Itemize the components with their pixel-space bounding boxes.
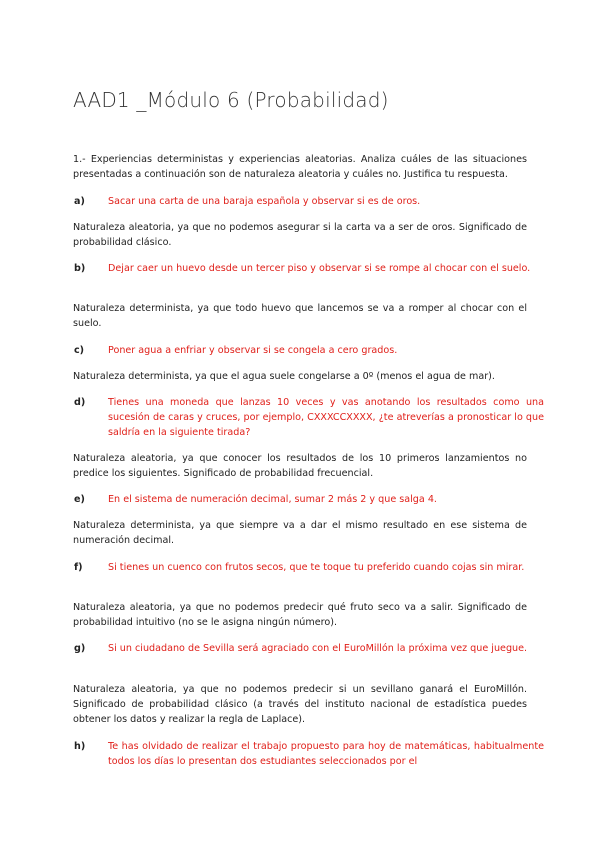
- question-c: [74, 343, 544, 358]
- question-label: a): [74, 196, 85, 207]
- page-title: AAD1 _Módulo 6 (Probabilidad): [73, 88, 389, 112]
- question-g: [74, 641, 544, 656]
- question-text: Poner agua a enfriar y observar si se congela a cero grados.: [108, 345, 398, 356]
- answer-f: Naturaleza aleatoria, ya que no podemos predecir qué fruto seco va a salir. Significado de probabilidad intuitivo (no se le asigna ningún número).: [73, 602, 527, 628]
- question-h: [74, 739, 544, 769]
- intro-paragraph: 1.- Experiencias deterministas y experiencias aleatorias. Analiza cuáles de las situaciones presentadas a continuación son de naturaleza aleatoria y cuáles no. Justifica tu respuesta.: [73, 154, 527, 180]
- question-text: Tienes una moneda que lanzas 10 veces y vas anotando los resultados como una sucesión de caras y cruces, por ejemplo, CXXXCCXXXX, ¿te atreverías a pronosticar lo que saldría en la siguiente tirada?: [108, 397, 544, 438]
- question-label: h): [74, 741, 86, 752]
- question-text: En el sistema de numeración decimal, sumar 2 más 2 y que salga 4.: [108, 494, 437, 505]
- question-text: Dejar caer un huevo desde un tercer piso y observar si se rompe al chocar con el suelo.: [108, 263, 531, 274]
- answer-c: Naturaleza determinista, ya que el agua suele congelarse a 0º (menos el agua de mar).: [73, 371, 495, 382]
- question-f: [74, 560, 544, 575]
- answer-g: Naturaleza aleatoria, ya que no podemos predecir si un sevillano ganará el EuroMillón. Significado de probabilidad clásico (a través del instituto nacional de estadística puedes obtener los datos y realizar la regla de Laplace).: [73, 684, 527, 725]
- question-text: Si tienes un cuenco con frutos secos, que te toque tu preferido cuando cojas sin mirar.: [108, 562, 525, 573]
- question-text: Si un ciudadano de Sevilla será agraciado con el EuroMillón la próxima vez que juegue.: [108, 643, 528, 654]
- question-e: [74, 492, 544, 507]
- answer-a: Naturaleza aleatoria, ya que no podemos asegurar si la carta va a ser de oros. Significado de probabilidad clásico.: [73, 222, 527, 248]
- question-text: Te has olvidado de realizar el trabajo propuesto para hoy de matemáticas, habitualmente todos los días lo presentan dos estudiantes seleccionados por el: [108, 741, 544, 767]
- question-label: g): [74, 643, 86, 654]
- question-a: [74, 194, 544, 209]
- question-b: [74, 261, 544, 276]
- question-label: e): [74, 494, 85, 505]
- answer-b: Naturaleza determinista, ya que todo huevo que lancemos se va a romper al chocar con el suelo.: [73, 303, 527, 329]
- question-label: d): [74, 397, 86, 408]
- answer-d: Naturaleza aleatoria, ya que conocer los resultados de los 10 primeros lanzamientos no predice los siguientes. Significado de probabilidad frecuencial.: [73, 453, 527, 479]
- question-label: b): [74, 263, 86, 274]
- answer-e: Naturaleza determinista, ya que siempre va a dar el mismo resultado en ese sistema de numeración decimal.: [73, 520, 527, 546]
- question-d: [74, 395, 544, 440]
- question-text: Sacar una carta de una baraja española y observar si es de oros.: [108, 196, 421, 207]
- question-label: c): [74, 345, 85, 356]
- question-label: f): [74, 562, 83, 573]
